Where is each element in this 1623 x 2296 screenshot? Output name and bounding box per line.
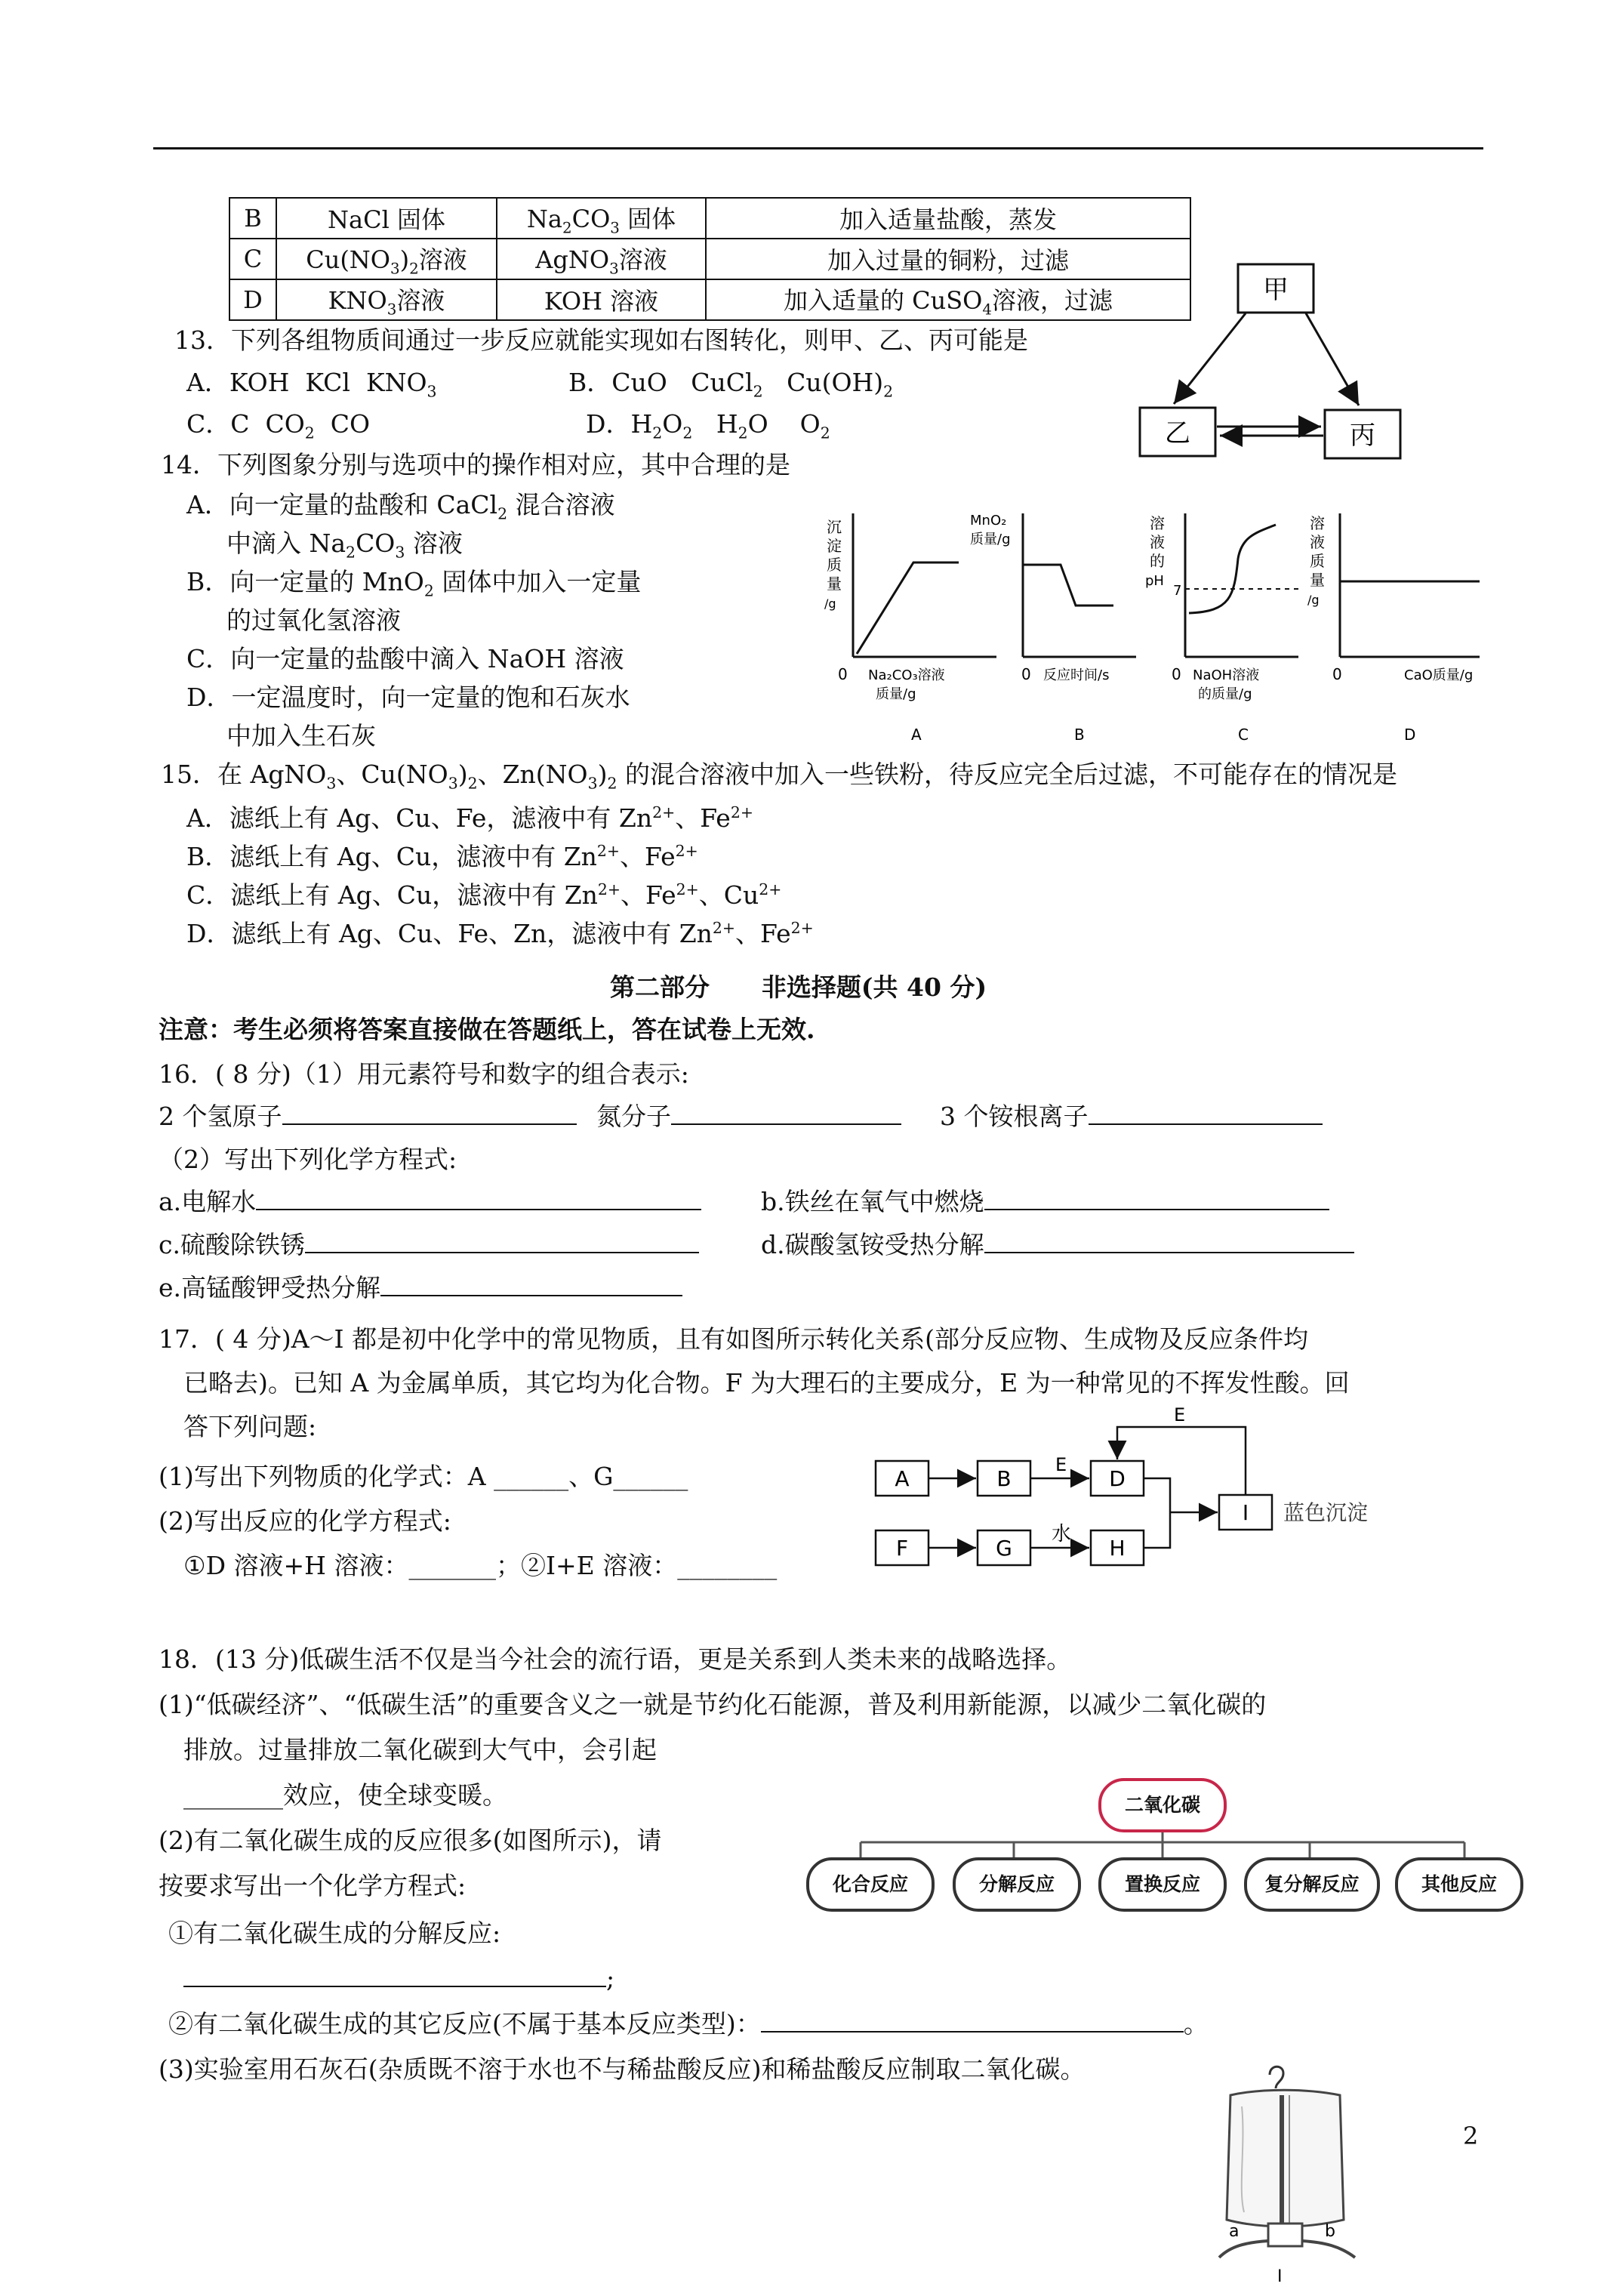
table-row — [229, 198, 1190, 239]
table-cell-option: D — [229, 279, 276, 320]
table-row — [229, 239, 1190, 279]
part2-title: 第二部分 非选择题(共 40 分) — [610, 972, 987, 1002]
q13-option-d: D．$H_2O_2$ $H_2O$ $O_2$ — [586, 409, 830, 442]
bag-label-a: a — [1229, 2222, 1240, 2241]
graph-a-curve — [857, 562, 959, 654]
table-cell-impurity: KOH 溶液 — [497, 279, 706, 320]
label-e-2: E — [1174, 1404, 1186, 1425]
node-yi: 乙 — [1165, 418, 1190, 448]
q18-line-7: ①有二氧化碳生成的分解反应: — [168, 1918, 501, 1948]
q18-line-6: 按要求写出一个化学方程式: — [159, 1871, 467, 1900]
svg-text:液: 液 — [1310, 533, 1325, 551]
graph-c — [1145, 513, 1298, 744]
svg-text:液: 液 — [1150, 533, 1165, 551]
q13-triangle-diagram — [1132, 260, 1404, 464]
q13-option-b: B．CuO CuCl$_2$ $Cu(OH)_2$ — [568, 368, 894, 401]
q14-stem: 14．下列图象分别与选项中的操作相对应，其中合理的是 — [161, 450, 790, 479]
q15-option-a: A．滤纸上有 Ag、Cu、Fe，滤液中有 $Zn^{2+}$、$Fe^{2+}$ — [186, 803, 753, 833]
svg-text:质: 质 — [1310, 552, 1325, 570]
node-a: A — [895, 1466, 910, 1491]
q16-eq-a: a.电解水 — [159, 1182, 701, 1222]
table-cell-substance: $KNO_3$溶液 — [276, 279, 497, 320]
svg-text:D: D — [1404, 726, 1416, 744]
q17-question-1: (1)写出下列物质的化学式：A ______、G______ — [159, 1462, 688, 1491]
q16-item-3: 3 个铵根离子 — [940, 1097, 1323, 1136]
svg-text:淀: 淀 — [827, 537, 842, 555]
q15-stem: 15．在 AgNO$_3$、$Cu(NO_3)_2$、$Zn(NO_3)_2$ 的混合溶液中加入一些铁粉，待反应完全后过滤，不可能存在的情况是 — [161, 760, 1398, 793]
node-f: F — [895, 1536, 909, 1561]
table-cell-method: 加入适量盐酸，蒸发 — [706, 198, 1190, 239]
svg-text:C: C — [1238, 726, 1249, 744]
svg-text:反应时间/s: 反应时间/s — [1043, 667, 1110, 683]
q16-stem-2: （2）写出下列化学方程式: — [159, 1145, 457, 1174]
q16-eq-b: b.铁丝在氧气中燃烧 — [761, 1182, 1329, 1222]
q14-option-c: C．向一定量的盐酸中滴入 NaOH 溶液 — [186, 644, 624, 673]
svg-text:沉: 沉 — [827, 518, 842, 536]
svg-text:A: A — [911, 726, 922, 744]
svg-text:量: 量 — [1310, 571, 1325, 589]
q14-graphs — [815, 506, 1495, 755]
table-cell-impurity: AgNO$_3$溶液 — [497, 239, 706, 279]
page-number: 2 — [1463, 2122, 1479, 2150]
table-cell-method: 加入适量的 CuSO$_4$溶液，过滤 — [706, 279, 1190, 320]
q17-line-1: 17．( 4 分)A～I 都是初中化学中的常见物质，且有如图所示转化关系(部分反应物、生成物及反应条件均 — [159, 1324, 1308, 1354]
node-i: I — [1242, 1500, 1249, 1525]
svg-text:溶: 溶 — [1150, 514, 1165, 532]
arrow-jia-yi — [1174, 313, 1246, 404]
svg-text:质量/g: 质量/g — [970, 532, 1011, 547]
svg-text:质: 质 — [827, 556, 842, 574]
q14-option-a-line1: A．向一定量的盐酸和 CaCl$_2$ 混合溶液 — [186, 490, 615, 523]
q17-line-3: 答下列问题: — [183, 1412, 317, 1441]
arrow-jia-bing — [1306, 313, 1359, 405]
q16-stem: 16．( 8 分)（1）用元素符号和数字的组合表示: — [159, 1059, 689, 1089]
q14-option-d-line2: 中加入生石灰 — [226, 721, 376, 750]
svg-text:0: 0 — [838, 665, 848, 683]
svg-text:溶: 溶 — [1310, 514, 1325, 532]
bag-label-i: I — [1277, 2267, 1283, 2286]
graph-a — [824, 513, 996, 744]
q16-item-1: 2 个氢原子 — [159, 1097, 577, 1136]
q17-line-2: 已略去)。已知 A 为金属单质，其它均为化合物。F 为大理石的主要成分，E 为一种常见的不挥发性酸。回 — [183, 1368, 1350, 1398]
q18-line-8: ; — [183, 1959, 614, 1999]
q13-option-c: C．C $CO_2$ CO — [186, 409, 371, 442]
type-other: 其他反应 — [1395, 1857, 1523, 1912]
svg-text:质量/g: 质量/g — [876, 686, 916, 702]
q15-option-b: B．滤纸上有 Ag、Cu，滤液中有 $Zn^{2+}$、$Fe^{2+}$ — [186, 842, 698, 871]
q18-line-9: ②有二氧化碳生成的其它反应(不属于基本反应类型)： 。 — [168, 2009, 1209, 2039]
node-bing: 丙 — [1350, 421, 1375, 451]
svg-text:0: 0 — [1172, 665, 1181, 683]
svg-text:的: 的 — [1150, 552, 1165, 570]
graph-b-curve — [1023, 565, 1113, 606]
type-decomposition: 分解反应 — [953, 1857, 1081, 1912]
label-blue-precipitate: 蓝色沉淀 — [1283, 1500, 1369, 1525]
q16-item-2: 氮分子 — [596, 1097, 901, 1136]
table-row — [229, 279, 1190, 320]
table-cell-impurity: $Na_2CO_3$ 固体 — [497, 198, 706, 239]
svg-text:MnO₂: MnO₂ — [970, 513, 1007, 529]
svg-text:B: B — [1074, 726, 1085, 744]
svg-text:CaO质量/g: CaO质量/g — [1404, 667, 1474, 683]
type-combination: 化合反应 — [806, 1857, 935, 1912]
part2-note: 注意：考生必须将答案直接做在答题纸上，答在试卷上无效. — [159, 1015, 815, 1044]
node-d: D — [1109, 1466, 1126, 1491]
svg-text:Na₂CO₃溶液: Na₂CO₃溶液 — [868, 667, 945, 683]
table-cell-option: C — [229, 239, 276, 279]
label-e-1: E — [1055, 1454, 1067, 1475]
q16-eq-d: d.碳酸氢铵受热分解 — [761, 1225, 1354, 1265]
table-cell-substance: NaCl 固体 — [276, 198, 497, 239]
svg-text:0: 0 — [1021, 665, 1031, 683]
svg-text:量: 量 — [827, 575, 842, 593]
q14-option-a-line2: 中滴入 $Na_2CO_3$ 溶液 — [226, 529, 463, 562]
svg-text:pH: pH — [1145, 573, 1164, 589]
table-cell-substance: $Cu(NO_3)_2$溶液 — [276, 239, 497, 279]
q18-line-10: (3)实验室用石灰石(杂质既不溶于水也不与稀盐酸反应)和稀盐酸反应制取二氧化碳。 — [159, 2054, 1086, 2084]
svg-text:的质量/g: 的质量/g — [1198, 686, 1252, 702]
graph-c-curve — [1189, 525, 1276, 613]
node-jia: 甲 — [1263, 275, 1289, 305]
q17-flow-diagram — [872, 1404, 1461, 1570]
q13-stem: 13．下列各组物质间通过一步反应就能实现如右图转化，则甲、乙、丙可能是 — [174, 325, 1028, 355]
q18-line-5: (2)有二氧化碳生成的反应很多(如图所示)，请 — [159, 1826, 662, 1855]
q13-option-a: A．KOH KCl $KNO_3$ — [186, 368, 437, 401]
svg-text:7: 7 — [1173, 583, 1182, 599]
svg-text:/g: /g — [824, 596, 836, 611]
node-g: G — [996, 1536, 1012, 1561]
q15-option-d: D．滤纸上有 Ag、Cu、Fe、Zn，滤液中有 $Zn^{2+}$、$Fe^{2+}$ — [186, 919, 814, 948]
q17-question-2: (2)写出反应的化学方程式: — [159, 1506, 451, 1536]
q18-line-4: ________效应，使全球变暖。 — [183, 1780, 507, 1810]
type-displacement: 置换反应 — [1098, 1857, 1227, 1912]
q15-option-c: C．滤纸上有 Ag、Cu，滤液中有 $Zn^{2+}$、$Fe^{2+}$、$Cu^{2+}$ — [186, 880, 782, 910]
q16-eq-c: c.硫酸除铁锈 — [159, 1225, 699, 1265]
options-table — [229, 197, 1191, 321]
q14-option-b-line2: 的过氧化氢溶液 — [226, 606, 401, 635]
bag-label-b: b — [1325, 2222, 1335, 2241]
q18-line-3: 排放。过量排放二氧化碳到大气中，会引起 — [183, 1735, 657, 1764]
node-b: B — [996, 1466, 1012, 1491]
q17-question-3: ①D 溶液+H 溶液：_______；②I+E 溶液：________ — [183, 1551, 778, 1580]
table-cell-method: 加入过量的铜粉，过滤 — [706, 239, 1190, 279]
type-double-decomposition: 复分解反应 — [1244, 1857, 1380, 1912]
header-rule — [153, 147, 1483, 149]
q18-line-2: (1)“低碳经济”、“低碳生活”的重要含义之一就是节约化石能源，普及利用新能源，以减少二氧化碳的 — [159, 1690, 1267, 1719]
svg-text:0: 0 — [1332, 665, 1342, 683]
q14-option-d-line1: D．一定温度时，向一定量的饱和石灰水 — [186, 683, 630, 712]
q16-eq-e: e.高锰酸钾受热分解 — [159, 1268, 682, 1308]
node-h: H — [1109, 1536, 1126, 1561]
label-water: 水 — [1052, 1523, 1072, 1546]
graph-b — [970, 513, 1136, 744]
graph-d — [1307, 513, 1480, 744]
svg-text:NaOH溶液: NaOH溶液 — [1193, 667, 1260, 683]
co2-box: 二氧化碳 — [1098, 1778, 1227, 1832]
table-cell-option: B — [229, 198, 276, 239]
q14-option-b-line1: B．向一定量的 MnO$_2$ 固体中加入一定量 — [186, 567, 642, 600]
gas-bag-apparatus — [1215, 2061, 1359, 2288]
svg-text:/g: /g — [1307, 593, 1320, 607]
q18-line-1: 18．(13 分)低碳生活不仅是当今社会的流行语，更是关系到人类未来的战略选择。 — [159, 1644, 1072, 1674]
